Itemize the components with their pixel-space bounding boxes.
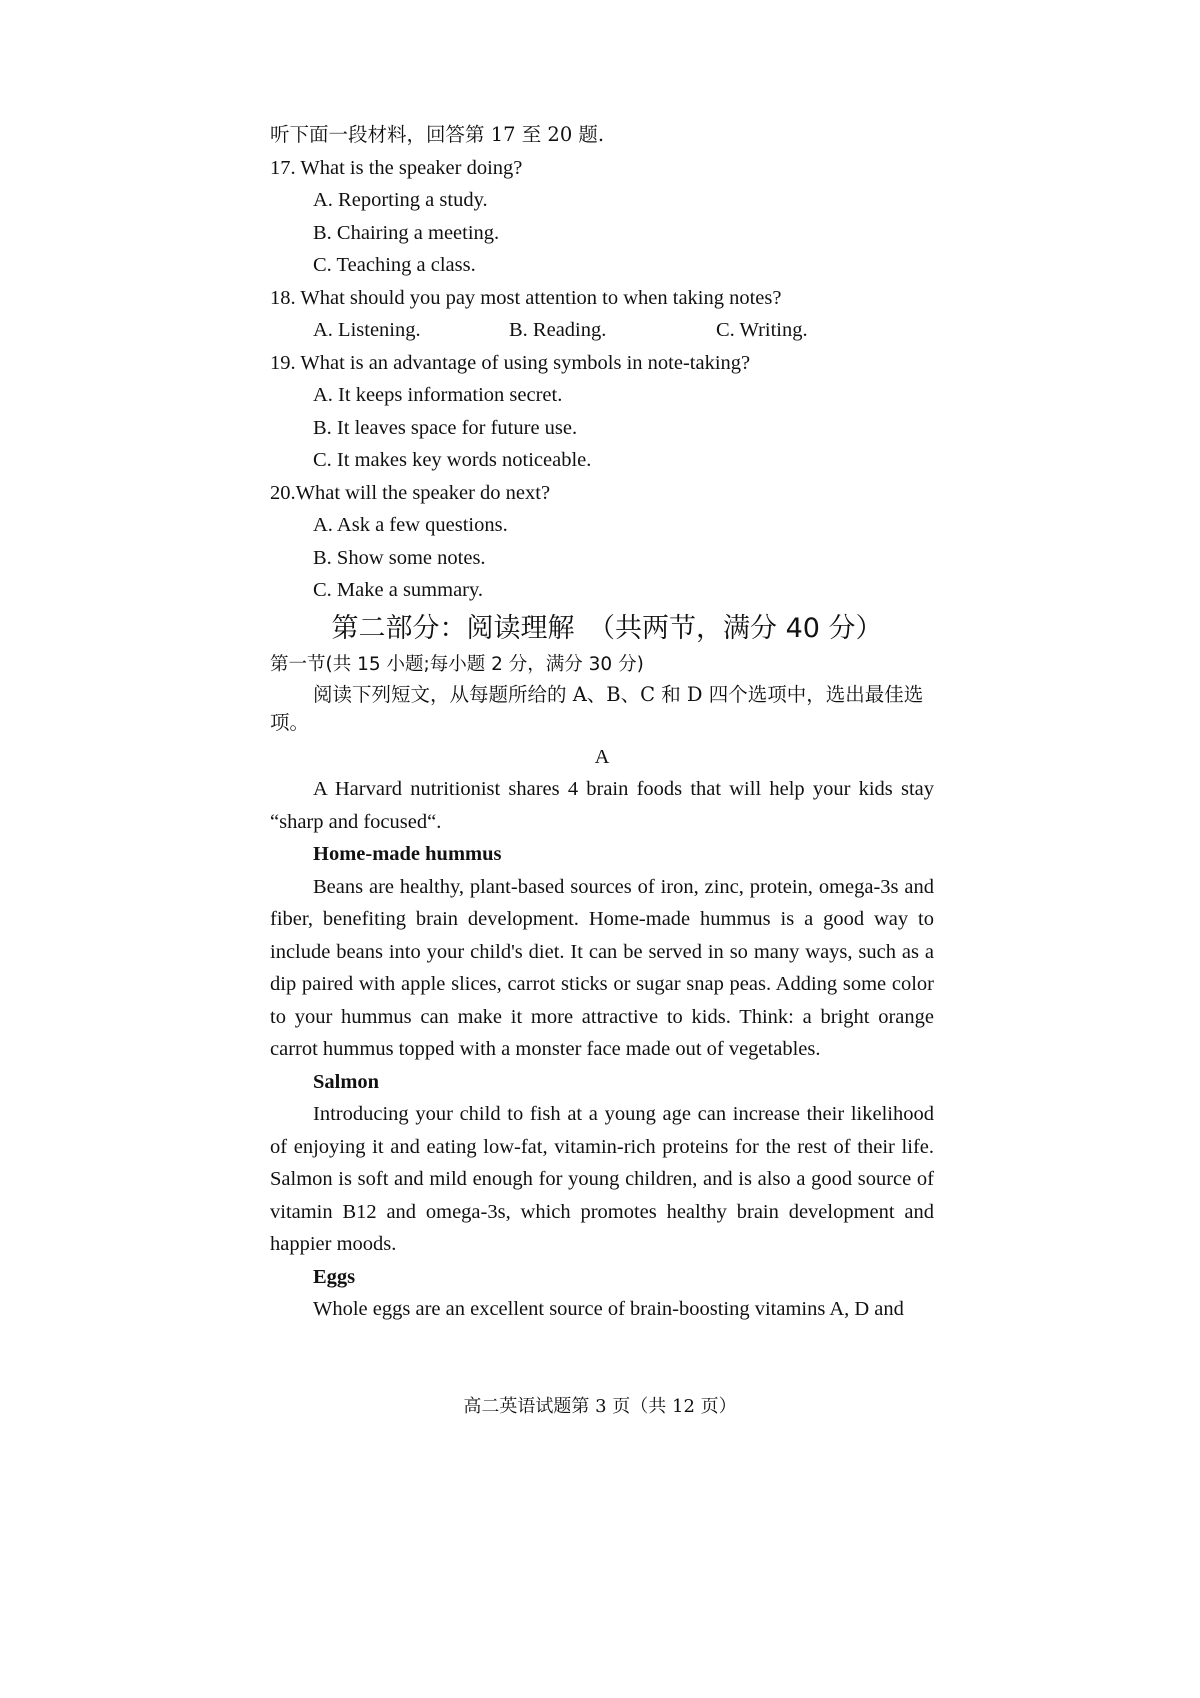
option-c: C. Writing. [716, 319, 808, 341]
option-a: A. Reporting a study. [313, 189, 488, 211]
options-row [270, 314, 934, 347]
option-b: B. Reading. [509, 319, 607, 341]
question-stem: 19. What is an advantage of using symbols in note-taking? [270, 351, 751, 374]
listening-instruction: 听下面一段材料，回答第 17 至 20 题. [270, 123, 605, 146]
option-b: B. Chairing a meeting. [313, 221, 500, 244]
part-two-title: 第二部分：阅读理解 （共两节，满分 40 分） [331, 612, 883, 644]
reading-instruction: 阅读下列短文，从每题所给的 A、B、C 和 D 四个选项中，选出最佳选项。 [270, 682, 924, 734]
option-c: C. Make a summary. [313, 579, 484, 601]
option-c: C. It makes key words noticeable. [313, 449, 592, 471]
option-a: A. It keeps information secret. [313, 384, 563, 406]
passage-label: A [594, 745, 610, 768]
question-18 [270, 282, 934, 347]
section-one-title: 第一节(共 15 小题;每小题 2 分，满分 30 分) [270, 653, 644, 675]
listening-section [270, 119, 934, 1326]
question-19 [270, 347, 934, 477]
question-20 [270, 477, 934, 607]
question-stem: 17. What is the speaker doing? [270, 156, 523, 179]
section-heading-hummus: Home-made hummus [313, 843, 502, 865]
option-b: B. Show some notes. [313, 546, 486, 569]
section-heading-salmon: Salmon [313, 1070, 380, 1093]
option-b: B. It leaves space for future use. [313, 416, 578, 439]
passage-intro: A Harvard nutritionist shares 4 brain foods that will help your kids stay “sharp and focused“. [270, 778, 934, 833]
option-c: C. Teaching a class. [313, 254, 476, 276]
paragraph-salmon: Introducing your child to fish at a young age can increase their likelihood of enjoying it and eating low-fat, vitamin-rich proteins for the rest of their life. Salmon is soft and mild enough for young children, and is also a good source of vitamin B12 and omega-3s, which promotes healthy brain development and happier moods. [270, 1103, 934, 1255]
question-17 [270, 152, 934, 282]
paragraph-eggs: Whole eggs are an excellent source of brain-boosting vitamins A, D and [313, 1298, 904, 1320]
option-a: A. Ask a few questions. [313, 514, 508, 536]
question-stem: 20.What will the speaker do next? [270, 481, 551, 504]
page-footer: 高二英语试题第 3 页（共 12 页） [463, 1396, 737, 1417]
paragraph-hummus: Beans are healthy, plant-based sources of iron, zinc, protein, omega-3s and fiber, benefiting brain development. Home-made hummus is a good way to include beans into your child's diet. It can be served in so many ways, such as a dip paired with apple slices, carrot sticks or sugar snap peas. Adding some color to your hummus can make it more attractive to kids. Think: a bright orange carrot hummus topped with a monster face made out of vegetables. [270, 875, 934, 1060]
option-a: A. Listening. [313, 319, 421, 341]
section-heading-eggs: Eggs [313, 1265, 356, 1288]
question-stem: 18. What should you pay most attention to when taking notes? [270, 286, 782, 309]
